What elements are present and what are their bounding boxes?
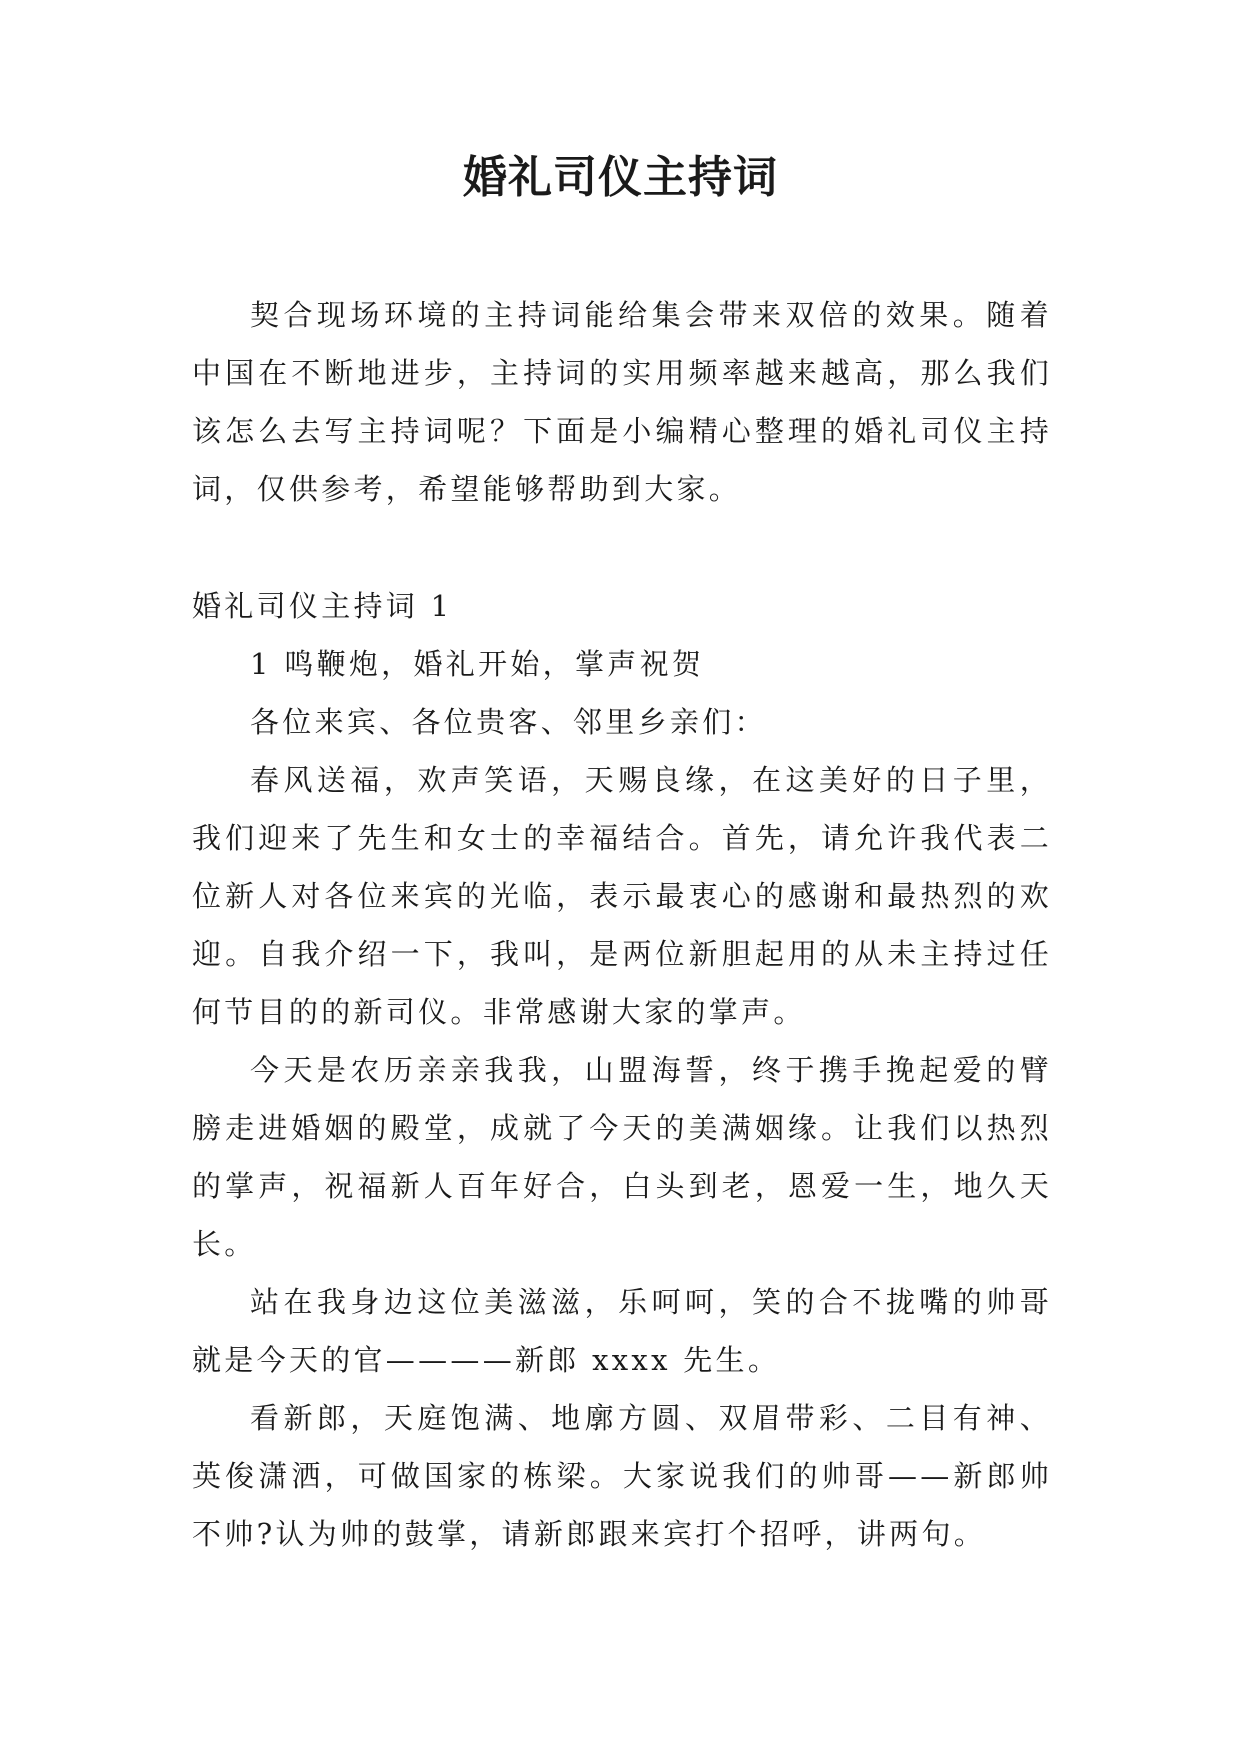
paragraph-welcome: 春风送福，欢声笑语，天赐良缘，在这美好的日子里，我们迎来了先生和女士的幸福结合。首先，请允许我代表二位新人对各位来宾的光临，表示最衷心的感谢和最热烈的欢迎。自我介绍一下，我叫，是两位新胆起用的从未主持过任何节目的的新司仪。非常感谢大家的掌声。 bbox=[192, 763, 1052, 1029]
section-heading: 婚礼司仪主持词 1 bbox=[192, 589, 453, 623]
paragraph-greeting: 各位来宾、各位贵客、邻里乡亲们： bbox=[250, 705, 767, 739]
paragraph-groom-praise: 看新郎，天庭饱满、地廓方圆、双眉带彩、二目有神、英俊潇洒，可做国家的栋梁。大家说我们的帅哥——新郎帅不帅?认为帅的鼓掌，请新郎跟来宾打个招呼，讲两句。 bbox=[192, 1401, 1052, 1551]
main-section bbox=[192, 577, 1052, 1563]
paragraph-blessing: 今天是农历亲亲我我，山盟海誓，终于携手挽起爱的臂膀走进婚姻的殿堂，成就了今天的美满姻缘。让我们以热烈的掌声，祝福新人百年好合，白头到老，恩爱一生，地久天长。 bbox=[192, 1053, 1052, 1261]
document-title: 婚礼司仪主持词 bbox=[463, 152, 778, 203]
intro-section bbox=[192, 286, 1052, 518]
paragraph-groom-intro: 站在我身边这位美滋滋，乐呵呵，笑的合不拢嘴的帅哥就是今天的官————新郎 xxxx 先生。 bbox=[192, 1285, 1052, 1377]
paragraph-opening-cue: 1 鸣鞭炮，婚礼开始，掌声祝贺 bbox=[250, 647, 705, 681]
intro-paragraph: 契合现场环境的主持词能给集会带来双倍的效果。随着中国在不断地进步，主持词的实用频率越来越高，那么我们该怎么去写主持词呢？下面是小编精心整理的婚礼司仪主持词，仅供参考，希望能够帮助到大家。 bbox=[192, 298, 1052, 506]
